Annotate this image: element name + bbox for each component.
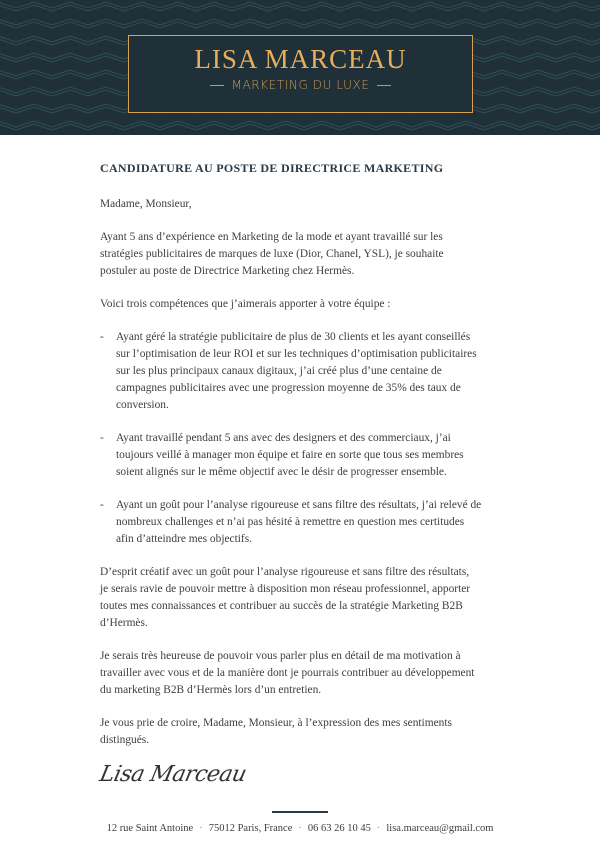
paragraph-2: D’esprit créatif avec un goût pour l’analyse rigoureuse et sans filtre des résultats, je serais ravie de pouvoir mettre à disposition mon réseau professionnel, apporter toutes mes connaissances et contribuer au succès de la stratégie Marketing B2B d’Hermès. bbox=[100, 566, 471, 629]
list-item bbox=[100, 430, 510, 481]
salutation: Madame, Monsieur, bbox=[100, 198, 192, 210]
signature: Lisa Marceau bbox=[97, 762, 249, 787]
zigzag-line bbox=[0, 121, 600, 127]
address: 12 rue Saint Antoine bbox=[106, 823, 194, 834]
closing-paragraph: Je vous prie de croire, Madame, Monsieur, à l’expression des mes sentiments distingués. bbox=[100, 717, 452, 746]
bullet-text: Ayant géré la stratégie publicitaire de plus de 30 clients et les ayant conseillés sur l’optimisation de leur ROI et sur les techniques d’optimisation publicitaires sur les plus principaux canaux digitaux, j’ai créé plus d’une centaine de campagnes publicitaires avec une progression moyenne de 35% des taux de conversion. bbox=[116, 331, 477, 411]
separator: · bbox=[376, 823, 381, 834]
city: 75012 Paris, France bbox=[208, 823, 293, 834]
name-box bbox=[128, 35, 473, 113]
subtitle-text: MARKETING DU LUXE bbox=[231, 78, 370, 92]
applicant-subtitle bbox=[129, 78, 472, 92]
letter-body bbox=[100, 160, 510, 765]
paragraph-3: Je serais très heureuse de pouvoir vous parler plus en détail de ma motivation à travailler avec vous et de la manière dont je pourrais contribuer au développement du marketing B2B d’Hermès lors d’un entretien. bbox=[100, 650, 475, 696]
list-item bbox=[100, 497, 510, 548]
letter-title: CANDIDATURE AU POSTE DE DIRECTRICE MARKETING bbox=[100, 161, 444, 175]
separator: · bbox=[298, 823, 302, 834]
footer-divider bbox=[272, 811, 328, 813]
bullet-dash: - bbox=[100, 331, 104, 343]
zigzag-line bbox=[0, 5, 600, 11]
bullet-dash: - bbox=[100, 432, 104, 444]
zigzag-line bbox=[0, 22, 600, 28]
bullet-dash: - bbox=[100, 499, 104, 511]
competences-intro: Voici trois compétences que j’aimerais apporter à votre équipe : bbox=[100, 298, 391, 310]
zigzag-line bbox=[0, 19, 600, 25]
list-item bbox=[100, 329, 510, 414]
contact-footer bbox=[0, 823, 600, 834]
divider bbox=[210, 85, 224, 86]
phone: 06 63 26 10 45 bbox=[307, 823, 371, 834]
zigzag-line bbox=[0, 2, 600, 8]
header-banner bbox=[0, 0, 600, 135]
email-link[interactable]: lisa.marceau@gmail.com bbox=[386, 823, 494, 834]
divider bbox=[377, 85, 391, 86]
zigzag-line bbox=[0, 124, 600, 130]
separator: · bbox=[199, 823, 203, 834]
applicant-name: LISA MARCEAU bbox=[194, 44, 407, 74]
bullet-text: Ayant un goût pour l’analyse rigoureuse et sans filtre des résultats, j’ai relevé de nombreux challenges et n’ai pas hésité à remettre en question mes certitudes afin d’atteindre mes objectifs. bbox=[116, 499, 482, 545]
intro-paragraph: Ayant 5 ans d’expérience en Marketing de la mode et ayant travaillé sur les stratégies publicitaires de marques de luxe (Dior, Chanel, YSL), je souhaite postuler au poste de Directrice Marketing chez Hermès. bbox=[100, 231, 444, 277]
bullet-text: Ayant travaillé pendant 5 ans avec des designers et des commerciaux, j’ai toujours veillé à manager mon équipe et faire en sorte que tous ses membres soient alignés sur le même objectif avec le désir de progresser ensemble. bbox=[116, 432, 464, 478]
